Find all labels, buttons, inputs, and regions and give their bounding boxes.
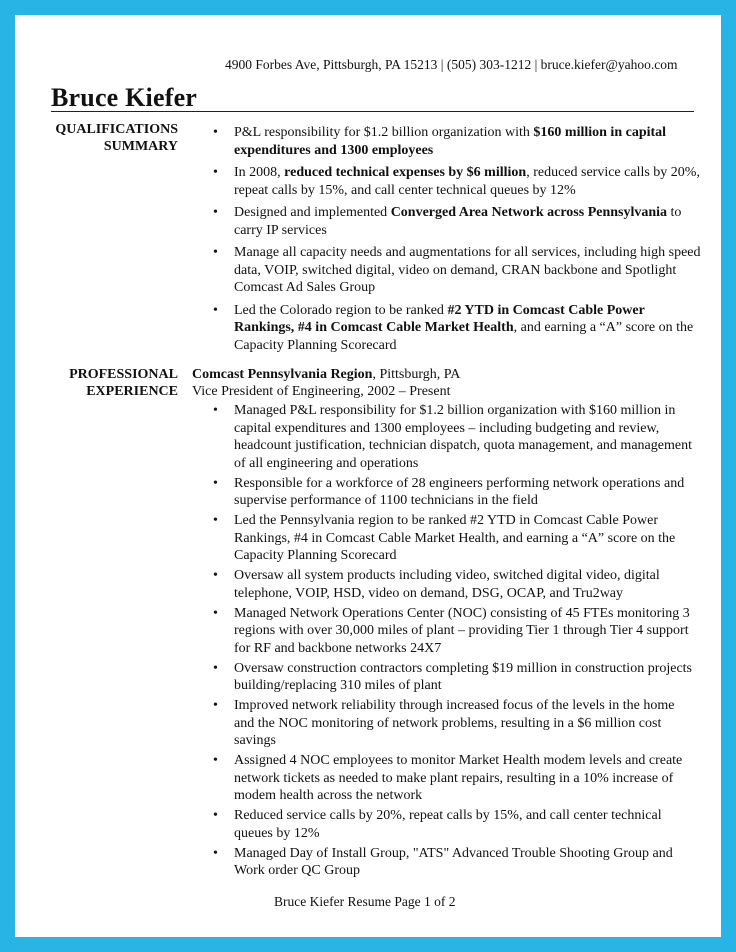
company-name: Comcast Pennsylvania Region [192, 367, 373, 382]
experience-item: • Managed Network Operations Center (NOC) consisting of 45 FTEs monitoring 3 regions with over 30,000 miles of plant – providing Tier 1 through Tier 4 support for RF and backbone networks 24X7 [213, 605, 693, 658]
experience-item: • Responsible for a workforce of 28 engineers performing network operations and supervise performance of 1100 technicians in the field [213, 475, 693, 510]
qualification-text: to carry IP services [234, 205, 682, 238]
experience-item: • Led the Pennsylvania region to be ranked #2 YTD in Comcast Cable Power Rankings, #4 in Comcast Cable Market Health, and earning a “A” score on the Capacity Planning Scorecard [213, 512, 693, 565]
experience-list [213, 402, 693, 882]
qualification-item [213, 244, 703, 297]
experience-item: • Reduced service calls by 20%, repeat calls by 15%, and call center technical queues by 12% [213, 807, 693, 842]
company-location: , Pittsburgh, PA [372, 367, 461, 382]
experience-heading-line1: PROFESSIONAL [69, 367, 178, 382]
employer-line [192, 366, 460, 384]
qualification-text: Converged Area Network across Pennsylvania [390, 205, 668, 220]
qualification-text: $160 million in capital expenditures and 1300 employees [234, 125, 667, 158]
qualification-text: In 2008, [234, 165, 285, 180]
contact-line: 4900 Forbes Ave, Pittsburgh, PA 15213 | (505) 303-1212 | bruce.kiefer@yahoo.com [225, 57, 678, 72]
experience-item: • Improved network reliability through increased focus of the levels in the home and the NOC monitoring of network problems, resulting in a $6 million cost savings [213, 697, 693, 750]
qualification-item [213, 164, 703, 199]
qualification-text: Manage all capacity needs and augmentations for all services, including high speed data, VOIP, switched digital, video on demand, CRAN backbone and Spotlight Comcast Ad Sales Group [234, 245, 701, 295]
experience-item: • Managed P&L responsibility for $1.2 billion organization with $160 million in capital expenditures and 1300 employees – including budgeting and review, headcount justification, technician dispatch, quota management, and management of all engineering and operations [213, 402, 693, 472]
job-title: Vice President of Engineering, 2002 – Present [192, 384, 451, 399]
candidate-name: Bruce Kiefer [51, 83, 198, 112]
experience-item: • Managed Day of Install Group, "ATS" Advanced Trouble Shooting Group and Work order QC Group [213, 845, 693, 880]
qualification-item [213, 302, 703, 355]
experience-heading [40, 366, 178, 400]
page-footer: Bruce Kiefer Resume Page 1 of 2 [274, 894, 456, 909]
qualification-text: Led the Colorado region to be ranked [234, 302, 448, 318]
qualification-text: , and earning a “A” score on the Capacity Planning Scorecard [234, 320, 694, 353]
qualifications-heading [40, 121, 178, 155]
experience-heading-line2: EXPERIENCE [86, 384, 178, 399]
experience-item: • Oversaw construction contractors completing $19 million in construction projects building/replacing 310 miles of plant [213, 660, 693, 695]
qualifications-list [213, 124, 703, 359]
header-divider [51, 111, 694, 112]
qualification-text: , reduced service calls by 20%, repeat calls by 15%, and call center technical queues by 12% [234, 165, 700, 198]
qualification-item [213, 124, 703, 159]
qualification-text: Designed and implemented [234, 205, 391, 220]
qualification-text: #2 YTD in Comcast Cable Power Rankings, #4 in Comcast Cable Market Health [234, 302, 645, 335]
experience-item: • Assigned 4 NOC employees to monitor Market Health modem levels and create network tickets as needed to make plant repairs, resulting in a 10% increase of modem health across the network [213, 752, 693, 805]
qualifications-heading-line2: SUMMARY [103, 139, 178, 154]
qualifications-heading-line1: QUALIFICATIONS [55, 122, 178, 137]
qualification-item [213, 204, 703, 239]
qualification-text: P&L responsibility for $1.2 billion organization with [234, 125, 534, 140]
experience-item: • Oversaw all system products including video, switched digital video, digital telephone, VOIP, HSD, video on demand, DSG, OCAP, and Tru2way [213, 567, 693, 602]
qualification-text: reduced technical expenses by $6 million [284, 165, 527, 180]
